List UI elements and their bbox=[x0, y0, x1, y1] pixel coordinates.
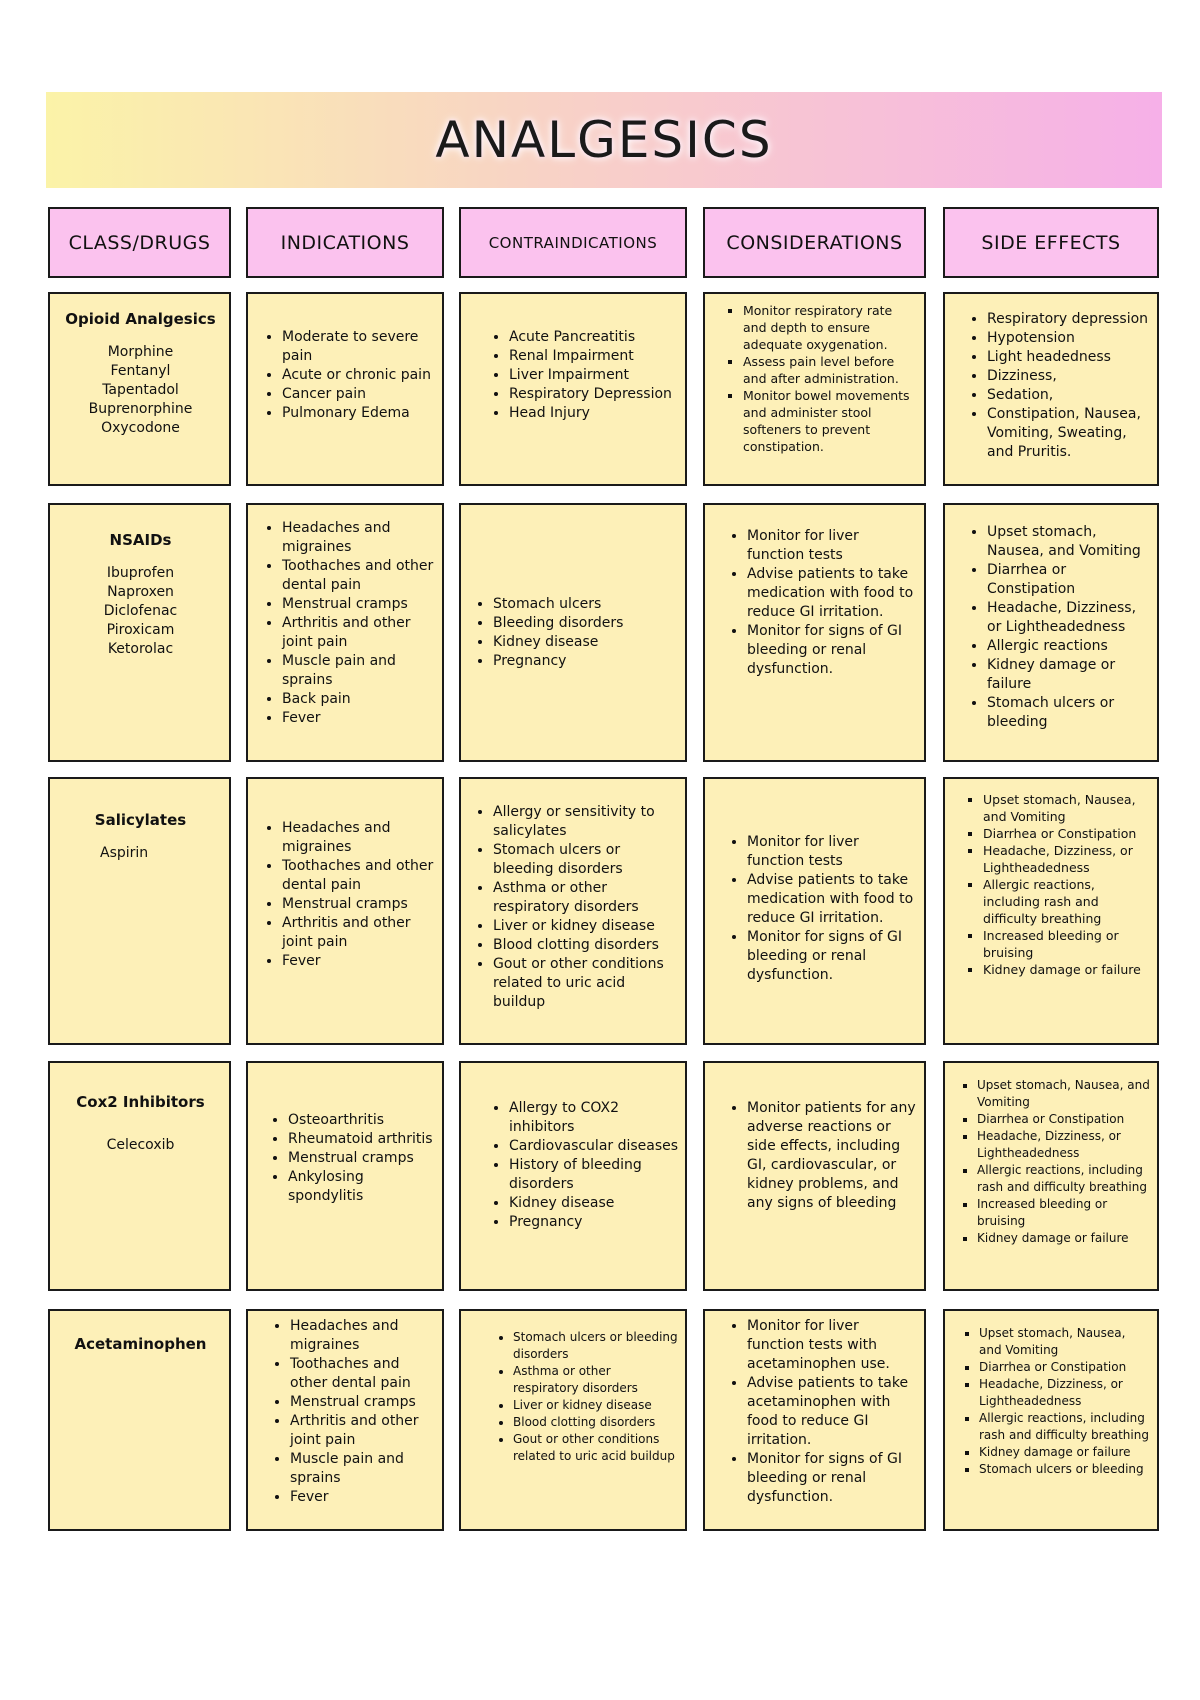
list-item: • Dizziness, bbox=[987, 367, 1151, 386]
drug-name: Diclofenac bbox=[103, 603, 178, 619]
header-side-effects: SIDE EFFECTS bbox=[943, 207, 1159, 278]
list-item: ▪ Diarrhea or Constipation bbox=[983, 825, 1151, 842]
list-item: • Menstrual cramps bbox=[282, 595, 436, 614]
list-item: ▪ Allergic reactions, including rash and difficulty breathing bbox=[979, 1410, 1151, 1444]
row-acetaminophen-indications-cell bbox=[246, 1309, 444, 1531]
considerations-list bbox=[713, 1317, 918, 1507]
list-item: • Respiratory depression bbox=[987, 310, 1151, 329]
list-item: • Fever bbox=[290, 1488, 436, 1507]
row-nsaids-side-effects-cell bbox=[943, 503, 1159, 762]
list-item: • Osteoarthritis bbox=[288, 1111, 436, 1130]
row-acetaminophen-considerations-cell bbox=[703, 1309, 926, 1531]
list-item: • Kidney disease bbox=[509, 1194, 679, 1213]
side-effects-list bbox=[953, 791, 1151, 978]
list-item: • Liver or kidney disease bbox=[493, 917, 679, 936]
list-item: • Arthritis and other joint pain bbox=[282, 914, 436, 952]
row-cox2-class-cell bbox=[48, 1061, 231, 1291]
list-item: • Monitor for signs of GI bleeding or renal dysfunction. bbox=[747, 622, 918, 679]
list-item: • Muscle pain and sprains bbox=[290, 1450, 436, 1488]
list-item: • Light headedness bbox=[987, 348, 1151, 367]
list-item: • Pregnancy bbox=[509, 1213, 679, 1232]
list-item: • Allergic reactions bbox=[987, 637, 1151, 656]
list-item: • Allergy or sensitivity to salicylates bbox=[493, 803, 679, 841]
row-salicylates-contraindications-cell bbox=[459, 777, 687, 1045]
considerations-list bbox=[713, 302, 918, 455]
indications-list bbox=[256, 819, 436, 971]
considerations-list bbox=[713, 833, 918, 985]
list-item: ▪ Headache, Dizziness, or Lightheadedness bbox=[979, 1376, 1151, 1410]
contraindications-list bbox=[469, 803, 679, 1012]
row-opioid-class-cell bbox=[48, 292, 231, 486]
list-item: • Monitor patients for any adverse reactions or side effects, including GI, cardiovascular, or kidney problems, and any signs of bleeding bbox=[747, 1099, 918, 1213]
list-item: ▪ Upset stomach, Nausea, and Vomiting bbox=[983, 791, 1151, 825]
list-item: • Pulmonary Edema bbox=[282, 404, 436, 423]
list-item: • Muscle pain and sprains bbox=[282, 652, 436, 690]
indications-list bbox=[256, 328, 436, 423]
drug-name: Aspirin bbox=[100, 845, 149, 861]
list-item: • Liver Impairment bbox=[509, 366, 679, 385]
class-name: NSAIDs bbox=[109, 531, 172, 549]
list-item: • Upset stomach, Nausea, and Vomiting bbox=[987, 523, 1151, 561]
list-item: • Monitor for signs of GI bleeding or renal dysfunction. bbox=[747, 1450, 918, 1507]
drug-name: Morphine bbox=[107, 344, 174, 360]
header-indications: INDICATIONS bbox=[246, 207, 444, 278]
list-item: • Gout or other conditions related to uric acid buildup bbox=[493, 955, 679, 1012]
row-cox2-indications-cell bbox=[246, 1061, 444, 1291]
list-item: • Monitor for signs of GI bleeding or renal dysfunction. bbox=[747, 928, 918, 985]
list-item: • Stomach ulcers or bleeding disorders bbox=[493, 841, 679, 879]
drug-name: Ketorolac bbox=[107, 641, 174, 657]
list-item: • Monitor for liver function tests bbox=[747, 527, 918, 565]
row-nsaids-class-cell bbox=[48, 503, 231, 762]
list-item: ▪ Assess pain level before and after administration. bbox=[743, 353, 918, 387]
drug-name: Ibuprofen bbox=[106, 565, 175, 581]
page-title: ANALGESICS bbox=[435, 111, 773, 169]
class-name: Acetaminophen bbox=[74, 1335, 207, 1353]
row-salicylates-indications-cell bbox=[246, 777, 444, 1045]
row-cox2-contraindications-cell bbox=[459, 1061, 687, 1291]
header-considerations: CONSIDERATIONS bbox=[703, 207, 926, 278]
title-banner bbox=[46, 92, 1162, 188]
list-item: • Menstrual cramps bbox=[282, 895, 436, 914]
list-item: ▪ Monitor respiratory rate and depth to ensure adequate oxygenation. bbox=[743, 302, 918, 353]
class-name: Salicylates bbox=[94, 811, 187, 829]
contraindications-list bbox=[469, 1099, 679, 1232]
list-item: ▪ Headache, Dizziness, or Lightheadedness bbox=[977, 1128, 1151, 1162]
drug-name: Oxycodone bbox=[101, 420, 180, 436]
list-item: • Stomach ulcers or bleeding bbox=[987, 694, 1151, 732]
list-item: ▪ Allergic reactions, including rash and difficulty breathing bbox=[983, 876, 1151, 927]
list-item: • Renal Impairment bbox=[509, 347, 679, 366]
list-item: ▪ Kidney damage or failure bbox=[977, 1230, 1151, 1247]
side-effects-list bbox=[953, 1325, 1151, 1478]
list-item: • Blood clotting disorders bbox=[513, 1414, 679, 1431]
list-item: ▪ Upset stomach, Nausea, and Vomiting bbox=[979, 1325, 1151, 1359]
list-item: ▪ Monitor bowel movements and administer stool softeners to prevent constipation. bbox=[743, 387, 918, 455]
list-item: • Moderate to severe pain bbox=[282, 328, 436, 366]
list-item: • Toothaches and other dental pain bbox=[282, 857, 436, 895]
list-item: • Menstrual cramps bbox=[288, 1149, 436, 1168]
row-acetaminophen-side-effects-cell bbox=[943, 1309, 1159, 1531]
list-item: • Head Injury bbox=[509, 404, 679, 423]
list-item: • Headache, Dizziness, or Lightheadedness bbox=[987, 599, 1151, 637]
list-item: • Monitor for liver function tests bbox=[747, 833, 918, 871]
list-item: ▪ Kidney damage or failure bbox=[983, 961, 1151, 978]
drug-name: Fentanyl bbox=[110, 363, 171, 379]
row-opioid-considerations-cell bbox=[703, 292, 926, 486]
contraindications-list bbox=[469, 595, 679, 671]
list-item: • Liver or kidney disease bbox=[513, 1397, 679, 1414]
side-effects-list bbox=[953, 1077, 1151, 1247]
row-opioid-indications-cell bbox=[246, 292, 444, 486]
class-name: Cox2 Inhibitors bbox=[76, 1093, 205, 1111]
row-nsaids-indications-cell bbox=[246, 503, 444, 762]
list-item: • Arthritis and other joint pain bbox=[290, 1412, 436, 1450]
list-item: • Sedation, bbox=[987, 386, 1151, 405]
drug-name: Naproxen bbox=[107, 584, 174, 600]
list-item: • Headaches and migraines bbox=[290, 1317, 436, 1355]
list-item: • Headaches and migraines bbox=[282, 819, 436, 857]
list-item: ▪ Headache, Dizziness, or Lightheadedness bbox=[983, 842, 1151, 876]
header-class-drugs: CLASS/DRUGS bbox=[48, 207, 231, 278]
list-item: ▪ Increased bleeding or bruising bbox=[977, 1196, 1151, 1230]
row-nsaids-contraindications-cell bbox=[459, 503, 687, 762]
list-item: • Acute or chronic pain bbox=[282, 366, 436, 385]
row-acetaminophen-contraindications-cell bbox=[459, 1309, 687, 1531]
list-item: • History of bleeding disorders bbox=[509, 1156, 679, 1194]
list-item: • Advise patients to take acetaminophen with food to reduce GI irritation. bbox=[747, 1374, 918, 1450]
list-item: • Toothaches and other dental pain bbox=[290, 1355, 436, 1393]
header-contraindications: CONTRAINDICATIONS bbox=[459, 207, 687, 278]
list-item: • Cardiovascular diseases bbox=[509, 1137, 679, 1156]
list-item: • Acute Pancreatitis bbox=[509, 328, 679, 347]
list-item: • Bleeding disorders bbox=[493, 614, 679, 633]
list-item: • Pregnancy bbox=[493, 652, 679, 671]
list-item: ▪ Stomach ulcers or bleeding bbox=[979, 1461, 1151, 1478]
row-salicylates-considerations-cell bbox=[703, 777, 926, 1045]
list-item: ▪ Allergic reactions, including rash and difficulty breathing bbox=[977, 1162, 1151, 1196]
list-item: • Blood clotting disorders bbox=[493, 936, 679, 955]
list-item: • Advise patients to take medication with food to reduce GI irritation. bbox=[747, 565, 918, 622]
list-item: • Kidney disease bbox=[493, 633, 679, 652]
list-item: ▪ Upset stomach, Nausea, and Vomiting bbox=[977, 1077, 1151, 1111]
row-salicylates-side-effects-cell bbox=[943, 777, 1159, 1045]
list-item: • Respiratory Depression bbox=[509, 385, 679, 404]
drug-name: Piroxicam bbox=[106, 622, 175, 638]
list-item: • Hypotension bbox=[987, 329, 1151, 348]
contraindications-list bbox=[469, 1329, 679, 1465]
list-item: • Stomach ulcers or bleeding disorders bbox=[513, 1329, 679, 1363]
indications-list bbox=[256, 519, 436, 728]
list-item: • Asthma or other respiratory disorders bbox=[513, 1363, 679, 1397]
row-salicylates-class-cell bbox=[48, 777, 231, 1045]
list-item: • Diarrhea or Constipation bbox=[987, 561, 1151, 599]
side-effects-list bbox=[953, 523, 1151, 732]
class-name: Opioid Analgesics bbox=[65, 310, 216, 328]
list-item: • Gout or other conditions related to uric acid buildup bbox=[513, 1431, 679, 1465]
list-item: • Advise patients to take medication with food to reduce GI irritation. bbox=[747, 871, 918, 928]
list-item: • Constipation, Nausea, Vomiting, Sweating, and Pruritis. bbox=[987, 405, 1151, 462]
row-cox2-side-effects-cell bbox=[943, 1061, 1159, 1291]
drug-name: Celecoxib bbox=[106, 1137, 175, 1153]
considerations-list bbox=[713, 1099, 918, 1213]
list-item: • Stomach ulcers bbox=[493, 595, 679, 614]
row-acetaminophen-class-cell bbox=[48, 1309, 231, 1531]
row-nsaids-considerations-cell bbox=[703, 503, 926, 762]
list-item: • Monitor for liver function tests with acetaminophen use. bbox=[747, 1317, 918, 1374]
list-item: ▪ Diarrhea or Constipation bbox=[979, 1359, 1151, 1376]
list-item: • Allergy to COX2 inhibitors bbox=[509, 1099, 679, 1137]
row-opioid-contraindications-cell bbox=[459, 292, 687, 486]
list-item: ▪ Diarrhea or Constipation bbox=[977, 1111, 1151, 1128]
drug-name: Buprenorphine bbox=[88, 401, 193, 417]
list-item: • Toothaches and other dental pain bbox=[282, 557, 436, 595]
list-item: • Rheumatoid arthritis bbox=[288, 1130, 436, 1149]
list-item: • Menstrual cramps bbox=[290, 1393, 436, 1412]
list-item: • Fever bbox=[282, 952, 436, 971]
drug-name: Tapentadol bbox=[102, 382, 179, 398]
list-item: • Fever bbox=[282, 709, 436, 728]
list-item: • Ankylosing spondylitis bbox=[288, 1168, 436, 1206]
side-effects-list bbox=[953, 310, 1151, 462]
list-item: ▪ Kidney damage or failure bbox=[979, 1444, 1151, 1461]
contraindications-list bbox=[469, 328, 679, 423]
list-item: • Asthma or other respiratory disorders bbox=[493, 879, 679, 917]
list-item: ▪ Increased bleeding or bruising bbox=[983, 927, 1151, 961]
list-item: • Cancer pain bbox=[282, 385, 436, 404]
indications-list bbox=[256, 1111, 436, 1206]
list-item: • Arthritis and other joint pain bbox=[282, 614, 436, 652]
list-item: • Back pain bbox=[282, 690, 436, 709]
list-item: • Headaches and migraines bbox=[282, 519, 436, 557]
row-cox2-considerations-cell bbox=[703, 1061, 926, 1291]
considerations-list bbox=[713, 527, 918, 679]
row-opioid-side-effects-cell bbox=[943, 292, 1159, 486]
list-item: • Kidney damage or failure bbox=[987, 656, 1151, 694]
indications-list bbox=[256, 1317, 436, 1507]
